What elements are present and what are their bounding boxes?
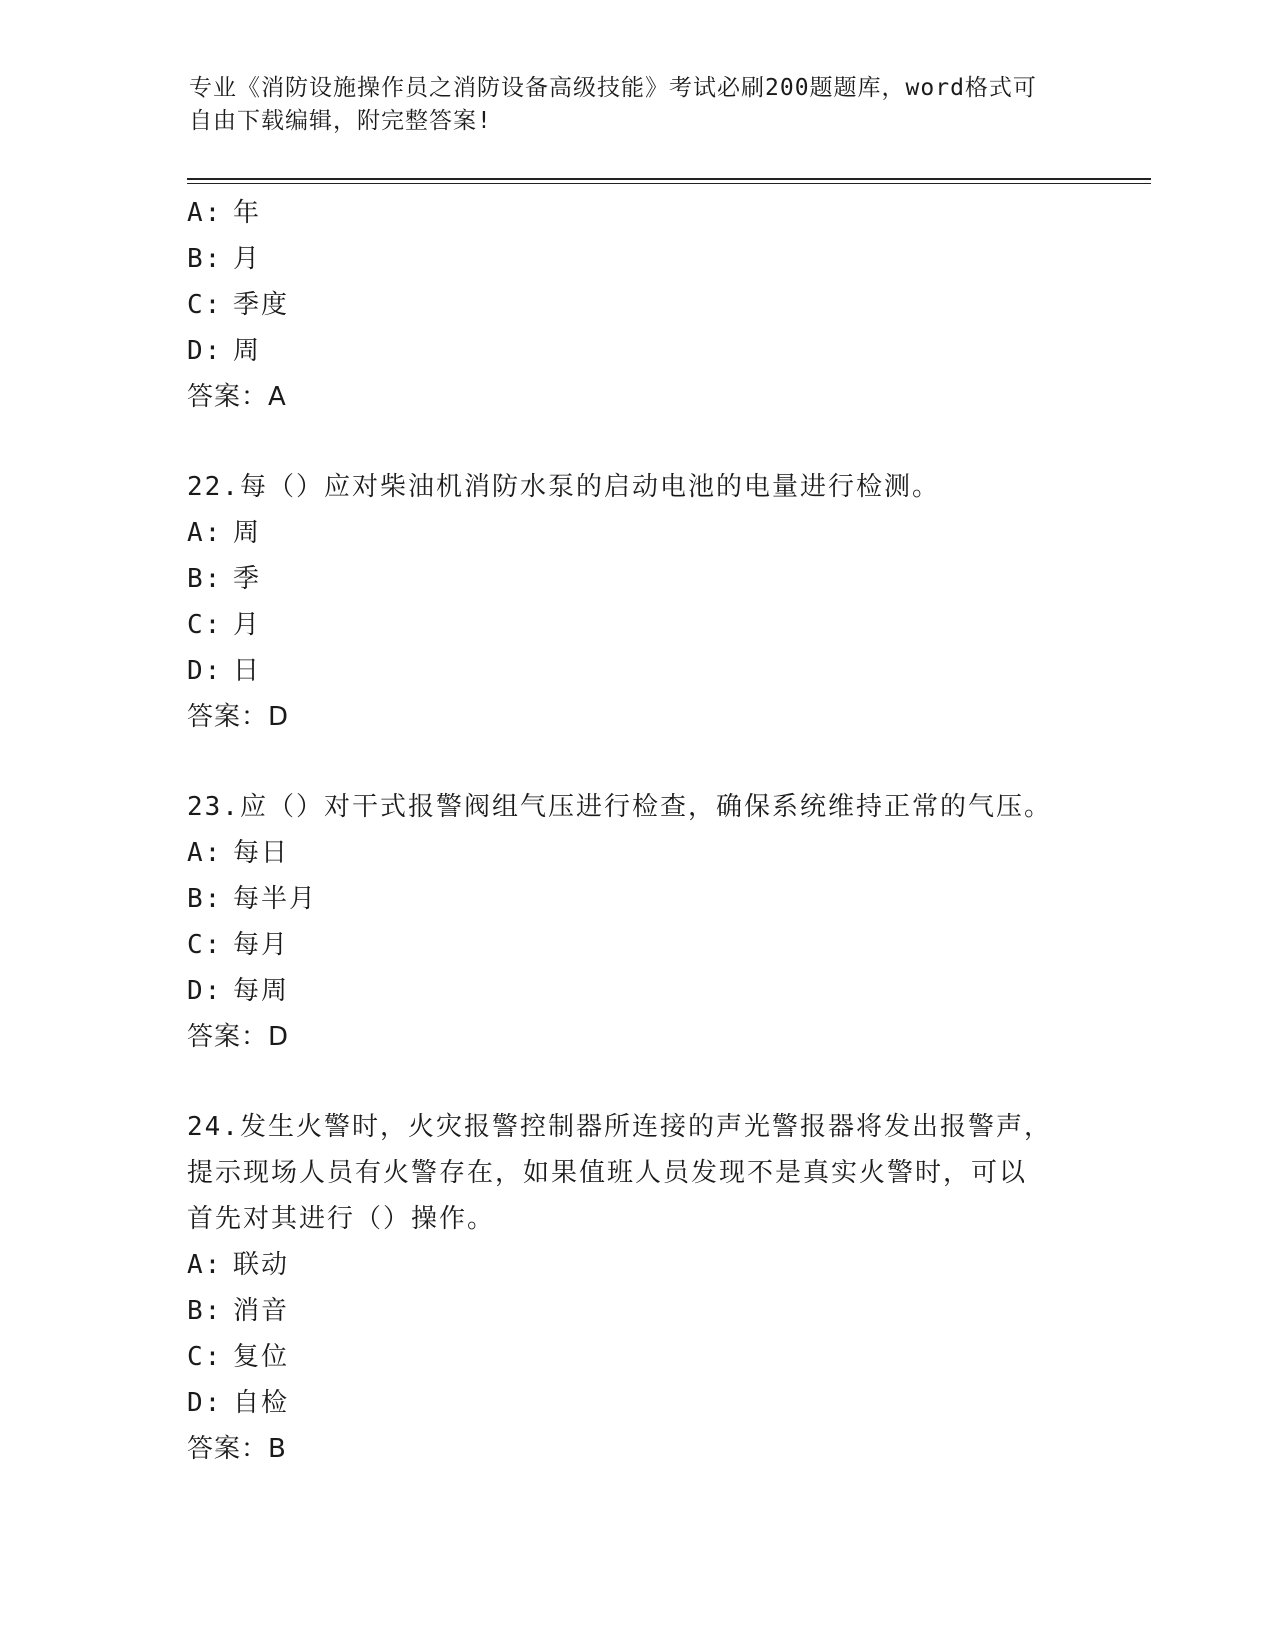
option-label: C: [187, 610, 223, 640]
option-c [187, 602, 1087, 648]
header-line-2: 自由下载编辑，附完整答案! [189, 108, 492, 134]
spacer [187, 1060, 1087, 1104]
option-label: B: [187, 564, 223, 594]
question-block-21 [187, 190, 1087, 420]
spacer [187, 740, 1087, 784]
option-text: 每周 [233, 976, 290, 1006]
option-a [187, 1242, 1087, 1288]
answer-line: 答案：D [187, 1022, 290, 1052]
option-label: D: [187, 1388, 223, 1418]
question-stem: 23.应（）对干式报警阀组气压进行检查，确保系统维持正常的气压。 [187, 792, 1052, 822]
option-d [187, 328, 1087, 374]
header-line-1: 专业《消防设施操作员之消防设备高级技能》考试必刷200题题库，word格式可 [189, 75, 1037, 101]
option-d [187, 1380, 1087, 1426]
question-block-22 [187, 464, 1087, 740]
option-label: A: [187, 838, 223, 868]
option-label: B: [187, 884, 223, 914]
option-text: 日 [233, 656, 262, 686]
option-text: 每半月 [233, 884, 318, 914]
option-text: 周 [233, 518, 262, 548]
option-b [187, 1288, 1087, 1334]
answer-line: 答案：A [187, 382, 287, 412]
option-label: C: [187, 290, 223, 320]
option-text: 周 [233, 336, 262, 366]
option-a [187, 830, 1087, 876]
option-text: 联动 [233, 1250, 290, 1280]
option-c [187, 1334, 1087, 1380]
option-text: 月 [233, 610, 262, 640]
option-a [187, 190, 1087, 236]
option-label: D: [187, 976, 223, 1006]
option-label: A: [187, 1250, 223, 1280]
option-label: A: [187, 198, 223, 228]
option-b [187, 876, 1087, 922]
question-stem-line-3: 首先对其进行（）操作。 [187, 1204, 496, 1234]
option-c [187, 282, 1087, 328]
question-stem-line-2: 提示现场人员有火警存在，如果值班人员发现不是真实火警时，可以 [187, 1158, 1028, 1188]
option-label: B: [187, 244, 223, 274]
option-label: C: [187, 1342, 223, 1372]
question-list [187, 190, 1087, 1472]
option-c [187, 922, 1087, 968]
option-text: 年 [233, 198, 262, 228]
question-stem-line-1: 24.发生火警时，火灾报警控制器所连接的声光警报器将发出报警声， [187, 1112, 1052, 1142]
question-block-23 [187, 784, 1087, 1060]
spacer [187, 420, 1087, 464]
option-text: 季度 [233, 290, 290, 320]
option-label: A: [187, 518, 223, 548]
question-block-24 [187, 1104, 1087, 1472]
option-text: 消音 [233, 1296, 290, 1326]
option-a [187, 510, 1087, 556]
option-label: B: [187, 1296, 223, 1326]
option-text: 每月 [233, 930, 290, 960]
answer-line: 答案：D [187, 702, 290, 732]
option-d [187, 648, 1087, 694]
option-text: 自检 [233, 1388, 290, 1418]
option-text: 每日 [233, 838, 290, 868]
option-text: 复位 [233, 1342, 290, 1372]
question-stem: 22.每（）应对柴油机消防水泵的启动电池的电量进行检测。 [187, 472, 940, 502]
option-label: D: [187, 656, 223, 686]
option-text: 月 [233, 244, 262, 274]
option-d [187, 968, 1087, 1014]
header-divider-thin [187, 183, 1151, 184]
option-b [187, 556, 1087, 602]
option-text: 季 [233, 564, 262, 594]
option-label: C: [187, 930, 223, 960]
option-b [187, 236, 1087, 282]
header-divider-thick [187, 178, 1151, 180]
document-header [189, 72, 1069, 138]
option-label: D: [187, 336, 223, 366]
answer-line: 答案：B [187, 1434, 287, 1464]
